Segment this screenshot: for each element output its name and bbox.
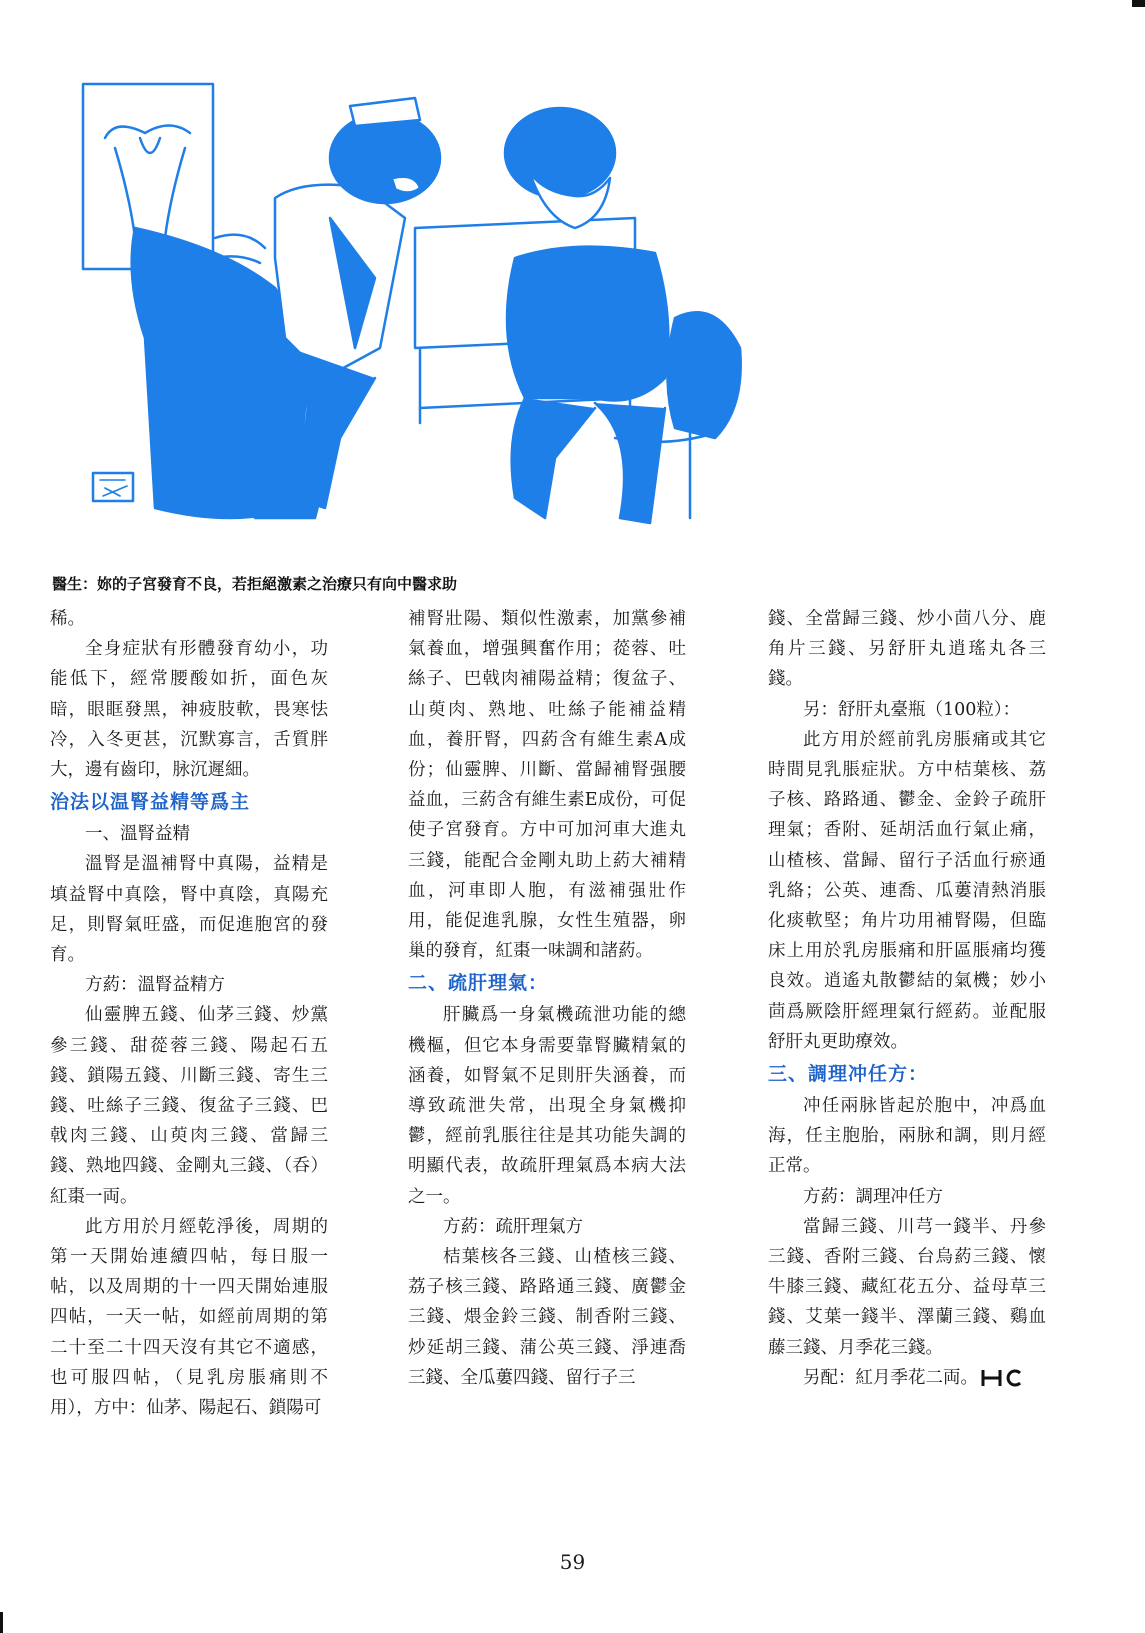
- patient-hair: [505, 108, 615, 198]
- text-run: 另：舒肝丸臺瓶（100粒）：: [803, 699, 1021, 720]
- text-run: 二、疏肝理氣：: [408, 972, 549, 995]
- nurse-cap: [350, 98, 420, 126]
- text-run: 一、溫腎益精: [85, 824, 190, 845]
- text-run: 稀。: [50, 609, 85, 629]
- text-run: 全身症狀有形體發育幼小，功能低下，經常腰酸如折，面色灰暗，眼眶發黑，神疲肢軟，畏寒怯冷，入冬更甚，沉默寡言，舌質胖大，邊有齒印，脉沉遲細。: [50, 639, 328, 781]
- patient-dress: [507, 247, 668, 401]
- text-run: 仙靈脾五錢、仙茅三錢、炒黨參三錢、甜蓯蓉三錢、陽起石五錢、鎖陽五錢、川斷三錢、寄生三錢、吐絲子三錢、復盆子三錢、巴戟肉三錢、山萸肉三錢、當歸三錢、熟地四錢、金剛丸三錢、（呑）紅棗一両。: [50, 1005, 328, 1207]
- paragraph: [50, 849, 328, 970]
- text-run: 此方用於經前乳房脹痛或其它時間見乳脹症狀。方中桔葉核、荔子核、路路通、鬱金、金鈴子疏肝理氣；香附、延胡活血行氣止痛，山楂核、當歸、留行子活血行瘀通乳絡；公英、連喬、瓜蔞清熱消脹化痰軟堅；角片功用補腎陽，但臨床上用於乳房脹痛和肝區脹痛均獲良效。逍遙丸散鬱結的氣機；妙小茴爲厥陰肝經理氣行經葯。並配服舒肝丸更助療效。: [768, 729, 1046, 1052]
- paragraph: [408, 1000, 686, 1211]
- paragraph: [768, 1091, 1046, 1182]
- doctor-hair: [330, 113, 440, 203]
- edge-crop-mark: [0, 1612, 3, 1633]
- text-column-3: [768, 604, 1046, 1393]
- text-run: 治法以温腎益精等爲主: [50, 791, 251, 814]
- text-run: 肝臟爲一身氣機疏泄功能的總機樞，但它本身需要靠腎臟精氣的涵養，如腎氣不足則肝失涵養，而導致疏泄失常，出現全身氣機抑鬱，經前乳脹往往是其功能失調的明顯代表，故疏肝理氣爲本病大法之一。: [408, 1005, 686, 1207]
- handbag: [668, 312, 741, 438]
- text-run: 方葯：疏肝理氣方: [443, 1216, 583, 1237]
- paragraph: [768, 604, 1046, 695]
- paragraph: [768, 725, 1046, 1057]
- text-run: 三、調理冲任方：: [768, 1063, 929, 1086]
- paragraph: [50, 604, 328, 634]
- text-run: 方葯：調理冲任方: [803, 1186, 943, 1207]
- illustration-caption: 醫生：妳的子宮發育不良，若拒絕激素之治療只有向中醫求助: [52, 575, 458, 593]
- section-heading: [768, 1057, 1046, 1091]
- paragraph: [408, 1242, 686, 1393]
- paragraph: [768, 1212, 1046, 1363]
- text-run: 補腎壯陽、類似性激素，加黨參補氣養血，增强興奮作用；蓯蓉、吐絲子、巴戟肉補陽益精；復盆子、山萸肉、熟地、吐絲子能補益精血，養肝腎，四葯含有維生素A成份；仙靈脾、川斷、當歸補腎强腰益血，三葯含有維生素E成份，可促使子宮發育。方中可加河車大進丸三錢，能配合金剛丸助上葯大補精血，河車即人胞，有滋補强壯作用，能促進乳腺，女性生殖器，卵巢的發育，紅棗一味調和諸葯。: [408, 609, 686, 962]
- sub-heading: [50, 970, 328, 1000]
- text-run: 此方用於月經乾淨後，周期的第一天開始連續四帖，每日服一帖，以及周期的十一四天開始連服四帖，一天一帖，如經前周期的第二十至二十四天沒有其它不適感，也可服四帖，（見乳房脹痛則不用），方中：仙茅、陽起石、鎖陽可: [50, 1216, 328, 1419]
- corner-crop-mark: [1132, 0, 1145, 7]
- page-number: 59: [559, 1550, 586, 1574]
- doctor-patient-illustration: [75, 78, 765, 548]
- artist-seal: [93, 473, 133, 501]
- paragraph: [50, 1212, 328, 1423]
- text-run: 方葯：溫腎益精方: [85, 975, 225, 996]
- section-heading: [50, 785, 328, 819]
- text-run: 當歸三錢、川芎一錢半、丹參三錢、香附三錢、台烏葯三錢、懷牛膝三錢、藏紅花五分、益母草三錢、艾葉一錢半、澤蘭三錢、鷄血藤三錢、月季花三錢。: [768, 1216, 1046, 1358]
- paragraph: [408, 604, 686, 966]
- text-run: 錢、全當歸三錢、炒小茴八分、鹿角片三錢、另舒肝丸逍瑤丸各三錢。: [768, 609, 1046, 690]
- sub-heading: [408, 1212, 686, 1242]
- paragraph: [50, 634, 328, 785]
- text-run: 桔葉核各三錢、山楂核三錢、荔子核三錢、路路通三錢、廣鬱金三錢、煨金鈴三錢、制香附三錢、炒延胡三錢、蒲公英三錢、淨連喬三錢、全瓜蔞四錢、留行子三: [408, 1247, 686, 1388]
- hc-end-logo: [980, 1368, 1024, 1388]
- text-run: 另配：紅月季花二両。: [803, 1367, 978, 1388]
- text-column-1: [50, 604, 328, 1423]
- paragraph: [50, 1000, 328, 1211]
- sub-heading: [768, 1363, 1046, 1393]
- text-run: 溫腎是溫補腎中真陽，益精是填益腎中真陰，腎中真陰，真陽充足，則腎氣旺盛，而促進胞宮的發育。: [50, 854, 328, 966]
- doctor-coat: [275, 185, 405, 378]
- text-run: 冲任兩脉皆起於胞中，冲爲血海，任主胞胎，兩脉和調，則月經正常。: [768, 1096, 1046, 1177]
- paragraph: [768, 695, 1046, 725]
- text-column-2: [408, 604, 686, 1393]
- sub-heading: [50, 819, 328, 849]
- section-heading: [408, 966, 686, 1000]
- sub-heading: [768, 1182, 1046, 1212]
